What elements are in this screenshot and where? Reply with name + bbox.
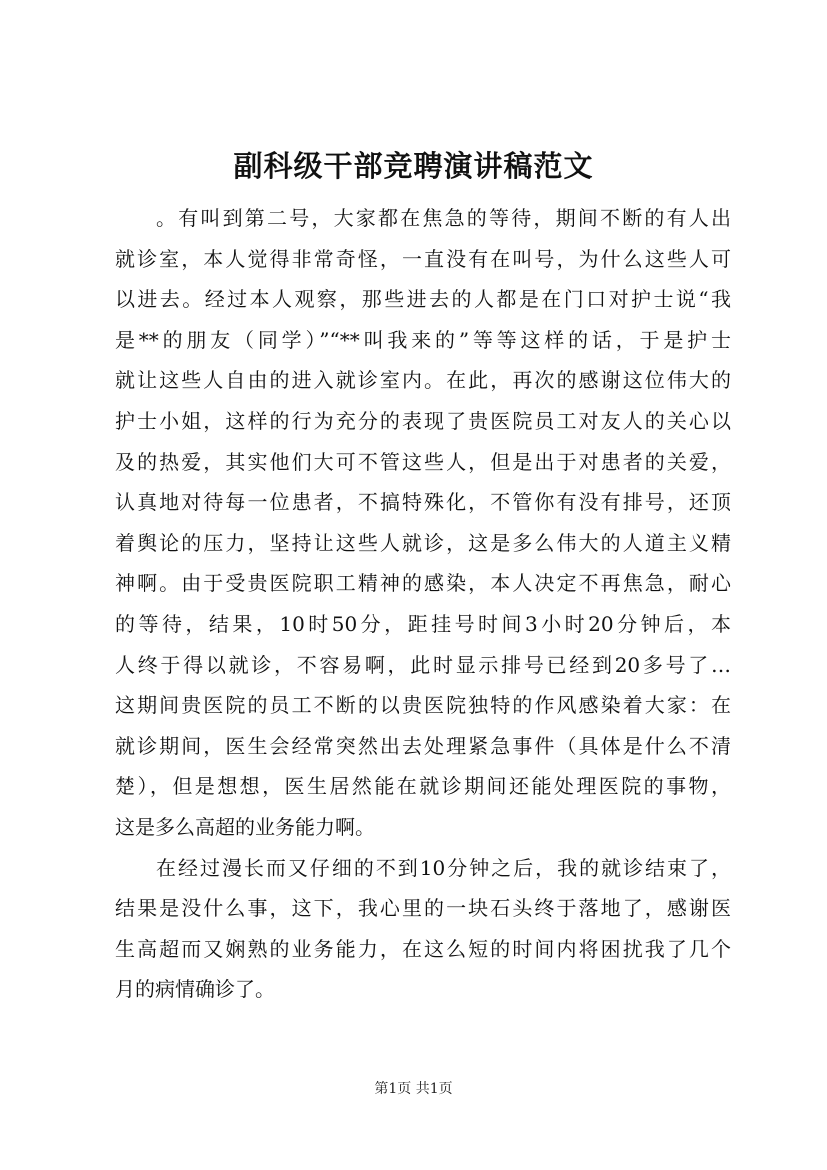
body-line: 这期间贵医院的员工不断的以贵医院独特的作风感染着大家：在 — [115, 693, 731, 718]
body-line: 神啊。由于受贵医院职工精神的感染，本人决定不再焦急，耐心 — [115, 571, 731, 596]
body-line: 这是多么高超的业务能力啊。 — [115, 814, 375, 839]
body-line: 是**的朋友（同学）”“**叫我来的”等等这样的话，于是护士 — [115, 327, 731, 352]
document-body — [115, 198, 731, 1010]
document-title: 副科级干部竞聘演讲稿范文 — [233, 149, 594, 183]
body-line: 楚），但是想想，医生居然能在就诊期间还能处理医院的事物， — [115, 774, 731, 799]
body-line: 着舆论的压力，坚持让这些人就诊，这是多么伟大的人道主义精 — [115, 530, 731, 555]
body-line: 及的热爱，其实他们大可不管这些人，但是出于对患者的关爱， — [115, 449, 731, 474]
body-line: 就诊室，本人觉得非常奇怪，一直没有在叫号，为什么这些人可 — [115, 246, 731, 271]
body-line: 就让这些人自由的进入就诊室内。在此，再次的感谢这位伟大的 — [115, 368, 731, 393]
body-line: 。有叫到第二号，大家都在焦急的等待，期间不断的有人出 — [156, 206, 731, 230]
body-line: 生高超而又娴熟的业务能力，在这么短的时间内将困扰我了几个 — [115, 936, 731, 961]
body-line: 人终于得以就诊，不容易啊，此时显示排号已经到20多号了… — [115, 652, 731, 677]
body-line: 在经过漫长而又仔细的不到10分钟之后，我的就诊结束了， — [156, 855, 731, 880]
body-line: 认真地对待每一位患者，不搞特殊化，不管你有没有排号，还顶 — [115, 490, 731, 515]
body-line: 结果是没什么事，这下，我心里的一块石头终于落地了，感谢医 — [115, 896, 731, 921]
body-line: 就诊期间，医生会经常突然出去处理紧急事件（具体是什么不清 — [115, 733, 731, 758]
page-footer: 第1页 共1页 — [374, 1081, 453, 1097]
body-line: 的等待，结果，10时50分，距挂号时间3小时20分钟后，本 — [115, 611, 731, 636]
body-line: 月的病情确诊了。 — [115, 977, 275, 1002]
body-line: 护士小姐，这样的行为充分的表现了贵医院员工对友人的关心以 — [115, 408, 731, 433]
body-line: 以进去。经过本人观察，那些进去的人都是在门口对护士说“我 — [115, 287, 731, 312]
